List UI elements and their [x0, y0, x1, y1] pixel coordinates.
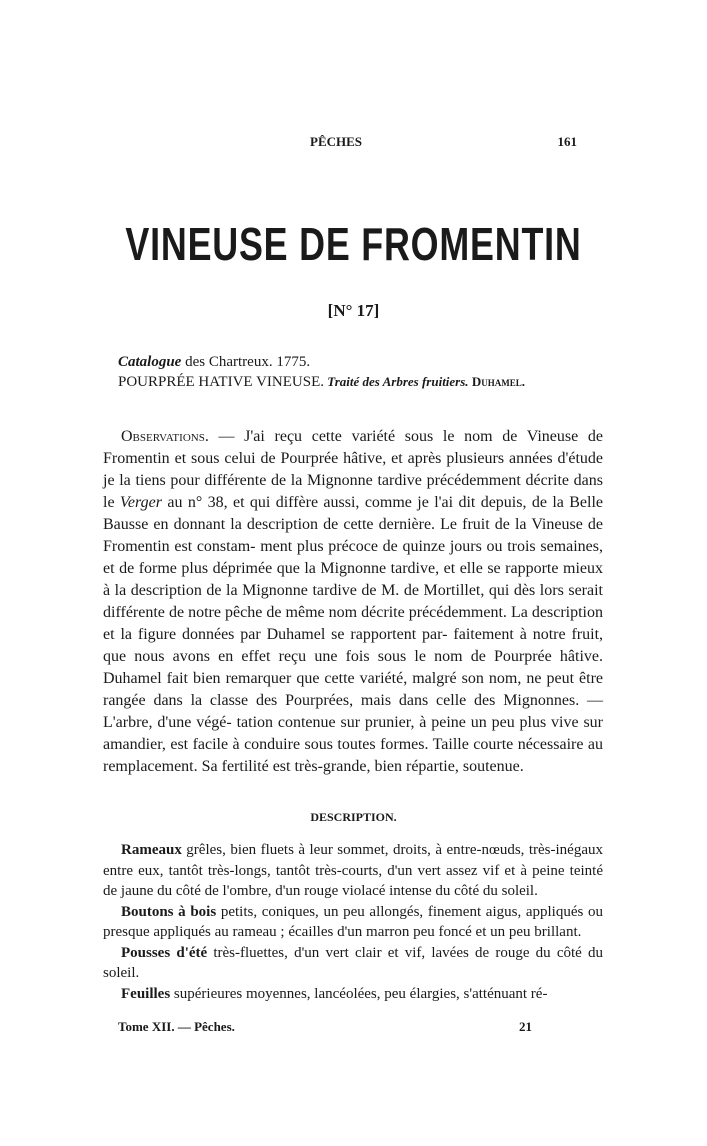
text-line: de cette dernière. Le fruit de la Vineuse de Fromentin est constam-: [103, 516, 604, 555]
text-line: remplacement. Sa fertilité est très-grande, bien répartie, soutenue.: [103, 758, 524, 775]
text-line: La description et la figure données par Duhamel se rapportent par-: [103, 604, 604, 643]
page-footer: [118, 1018, 532, 1036]
source-title: Traité des Arbres fruitiers.: [323, 374, 469, 389]
term: Feuilles: [121, 985, 171, 1002]
synonym-line: [118, 352, 607, 372]
term: Boutons à bois: [121, 903, 217, 920]
text-line: déprimée que la Mignonne tardive, et elle se rapporte mieux à la: [103, 560, 604, 599]
book-title: Verger: [119, 494, 162, 511]
definition: petits, coniques, un peu allongés, finement aigus, appliqués ou presque appliqués au rameau ; écailles d'un marron peu foncé et un peu brillant.: [103, 903, 603, 940]
text-line: description de la Mignonne tardive de M. de Mortillet, qui dès lors: [130, 582, 564, 599]
source-detail: des Chartreux. 1775.: [181, 354, 311, 370]
definition: grêles, bien fluets à leur sommet, droits, à entre-nœuds, très-inégaux entre eux, tantôt très-longs, tantôt très-courts, d'un vert assez vif et à peine teinté de jaune du côté de l'ombre, d'un rouge violacé intense du côté du soleil.: [103, 842, 603, 899]
synonym-name: POURPRÉE HATIVE VINEUSE.: [118, 374, 324, 390]
description-section: [103, 840, 603, 1004]
observations-text: [103, 426, 603, 778]
author: Duhamel.: [468, 374, 525, 389]
definition: supérieures moyennes, lancéolées, peu élargies, s'atténuant ré-: [170, 985, 548, 1002]
text-line: est facile à conduire sous toutes formes. Taille courte nécessaire au: [170, 736, 603, 753]
term: Pousses d'été: [121, 944, 208, 961]
page-number: 161: [557, 134, 577, 149]
synonyms: [118, 352, 607, 392]
text-segment: au n° 38, et qui diffère aussi,: [161, 494, 360, 511]
text-line: comme je l'ai dit depuis, de la Belle Bausse en donnant la description: [103, 494, 604, 533]
running-title: PÊCHES: [310, 134, 363, 149]
description-heading: DESCRIPTION.: [310, 810, 397, 824]
text-line: tation contenue sur prunier, à peine un peu plus vive sur amandier,: [103, 714, 604, 753]
text-line: faitement à notre fruit, que nous avons en effet reçu une fois sous: [103, 626, 604, 665]
footer-signature: 21: [519, 1019, 532, 1034]
footer-volume: Tome XII. — Pêches.: [118, 1019, 235, 1034]
text-line: Pourprées, mais dans celle des Mignonnes. — L'arbre, d'une végé-: [103, 692, 603, 731]
synonym-line: [118, 372, 607, 392]
term: Rameaux: [121, 842, 182, 858]
text-line: années d'étude je la tiens pour différente de la Mignonne tardive: [103, 450, 603, 489]
observations-paragraph: [103, 426, 603, 778]
variety-number: [N° 17]: [327, 301, 380, 320]
text-line: de Fromentin et sous celui de Pourprée hâtive, et après plusieurs: [103, 428, 604, 467]
text-line: — J'ai reçu cette variété sous le nom de Vineuse: [208, 428, 579, 445]
description-paragraph: [103, 943, 603, 984]
source-title: Catalogue: [118, 354, 182, 370]
text-line: serait différente de notre pêche de même nom décrite précédemment.: [103, 582, 603, 621]
text-line: ment plus précoce de quinze jours ou trois semaines, et de forme plus: [103, 538, 603, 577]
page-title: VINEUSE DE FROMENTIN: [125, 218, 582, 270]
description-paragraph: [103, 840, 603, 902]
observations-label: Observations.: [121, 428, 209, 445]
text-line: variété, malgré son nom, ne peut être rangée dans la classe des: [103, 670, 604, 709]
definition: très-fluettes, d'un vert clair et vif, lavées de rouge du côté du soleil.: [103, 944, 603, 981]
text-segment: précédemment décrite dans le: [103, 472, 604, 511]
description-paragraph: [103, 984, 603, 1005]
text-line: le nom de Pourprée hâtive. Duhamel fait bien remarquer que cette: [103, 648, 604, 687]
running-header: [310, 134, 577, 154]
description-paragraph: [103, 902, 603, 943]
